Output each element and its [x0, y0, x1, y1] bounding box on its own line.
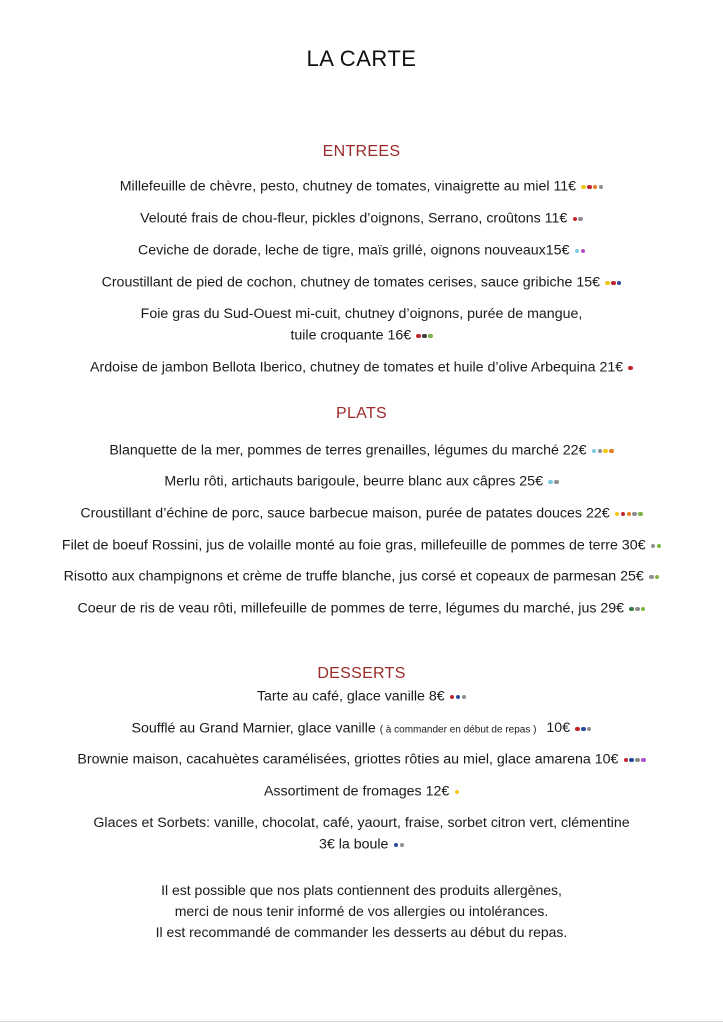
- menu-item-text: Filet de boeuf Rossini, jus de volaille monté au foie gras, millefeuille de pommes de terre 30€: [61, 537, 646, 554]
- allergen-notice-line: Il est possible que nos plats contiennent des produits allergènes,: [161, 882, 562, 898]
- allergen-dot: [581, 727, 586, 732]
- allergen-dots: [604, 271, 621, 292]
- page-bottom-divider: [0, 1021, 723, 1022]
- menu-item-text: Tarte au café, glace vanille 8€: [256, 688, 445, 705]
- allergen-dot: [603, 449, 608, 454]
- allergen-dot: [456, 695, 461, 700]
- menu-item-note: ( à commander en début de repas ): [379, 724, 537, 736]
- menu-item: [0, 503, 723, 524]
- menu-item-text: Croustillant de pied de cochon, chutney de tomates cerises, sauce gribiche 15€: [101, 274, 601, 291]
- allergen-dot: [617, 281, 622, 286]
- allergen-dot: [581, 185, 586, 190]
- menu-item-text: Merlu rôti, artichauts barigoule, beurre blanc aux câpres 25€: [164, 473, 543, 490]
- allergen-dots: [392, 833, 404, 854]
- menu-item: [0, 357, 723, 378]
- allergen-dot: [649, 575, 654, 580]
- menu-item-text: Soufflé au Grand Marnier, glace vanille: [131, 720, 376, 737]
- menu-item: [0, 440, 723, 461]
- section-title-entrees: ENTREES: [322, 143, 401, 160]
- allergen-dots: [648, 565, 660, 586]
- allergen-dot: [651, 544, 656, 549]
- menu-item-text-line2: [0, 834, 723, 855]
- menu-item: [0, 471, 723, 492]
- allergen-dot: [657, 544, 662, 549]
- page-title: LA CARTE: [306, 46, 417, 71]
- menu-item-text: Ceviche de dorade, leche de tigre, maïs grillé, oignons nouveaux15€: [137, 242, 570, 259]
- menu-item-text: Risotto aux champignons et crème de truffe blanche, jus corsé et copeaux de parmesan 25€: [63, 568, 644, 585]
- menu-item: [0, 598, 723, 619]
- menu-item-text: Ardoise de jambon Bellota Iberico, chutney de tomates et huile d’olive Arbequina 21€: [90, 359, 624, 376]
- allergen-dot: [587, 185, 592, 190]
- menu-item: [0, 208, 723, 229]
- allergen-dot: [400, 843, 405, 848]
- menu-item-text: Assortiment de fromages 12€: [263, 783, 450, 800]
- menu-item-text-cont: tuile croquante 16€: [290, 327, 412, 344]
- allergen-dot: [638, 512, 643, 517]
- allergen-dot: [462, 695, 467, 700]
- allergen-dot: [575, 727, 580, 732]
- allergen-dot: [593, 185, 598, 190]
- allergen-dot: [609, 449, 614, 454]
- allergen-dot: [635, 607, 640, 612]
- menu-item-text: Coeur de ris de veau rôti, millefeuille de pommes de terre, légumes du marché, jus 29€: [77, 600, 625, 617]
- allergen-dot: [573, 217, 578, 222]
- menu-item-text: Foie gras du Sud-Ouest mi-cuit, chutney d’oignons, purée de mangue,: [140, 306, 583, 322]
- allergen-dot: [627, 512, 632, 517]
- menu-item-price: 10€: [546, 720, 571, 737]
- menu-item-text: Blanquette de la mer, pommes de terres grenailles, légumes du marché 22€: [109, 442, 587, 459]
- menu-item: [0, 304, 723, 346]
- allergen-dot: [575, 249, 580, 254]
- allergen-dots: [627, 356, 633, 377]
- allergen-dot: [615, 512, 620, 517]
- allergen-notice-line: merci de nous tenir informé de vos allergies ou intolérances.: [174, 903, 549, 919]
- allergen-dot: [629, 607, 634, 612]
- allergen-dot: [605, 281, 610, 286]
- menu-item: [0, 566, 723, 587]
- allergen-dot: [624, 758, 629, 763]
- allergen-dots: [580, 175, 603, 196]
- allergen-dots: [590, 439, 613, 460]
- allergen-dots: [415, 324, 432, 345]
- menu-item-text-line2: [0, 325, 723, 346]
- allergen-dot: [455, 790, 460, 795]
- menu-item: [0, 535, 723, 556]
- menu-item-text: Brownie maison, cacahuètes caramélisées, griottes rôties au miel, glace amarena 10€: [77, 751, 619, 768]
- allergen-dot: [554, 480, 559, 485]
- allergen-dot: [621, 512, 626, 517]
- menu-item: [0, 176, 723, 197]
- allergen-notice: [0, 880, 723, 943]
- menu-item: [0, 813, 723, 855]
- allergen-dot: [394, 843, 399, 848]
- allergen-dot: [641, 607, 646, 612]
- allergen-dots: [622, 748, 645, 769]
- allergen-dots: [449, 685, 466, 706]
- allergen-dot: [450, 695, 455, 700]
- menu-item: [0, 781, 723, 802]
- menu-item-text: Millefeuille de chèvre, pesto, chutney de tomates, vinaigrette au miel 11€: [119, 178, 577, 195]
- allergen-dot: [581, 249, 586, 254]
- menu-item: [0, 272, 723, 293]
- menu-item-text-cont: 3€ la boule: [318, 836, 389, 853]
- allergen-dot: [635, 758, 640, 763]
- section-title-plats: PLATS: [336, 405, 387, 422]
- allergen-dots: [571, 207, 583, 228]
- allergen-dots: [628, 597, 645, 618]
- section-title-desserts: DESSERTS: [317, 665, 406, 682]
- allergen-dots: [649, 534, 661, 555]
- allergen-dots: [574, 717, 591, 738]
- allergen-dots: [573, 239, 585, 260]
- allergen-dot: [428, 334, 433, 339]
- allergen-dot: [578, 217, 583, 222]
- menu-item-text: Glaces et Sorbets: vanille, chocolat, café, yaourt, fraise, sorbet citron vert, clémentine: [93, 815, 630, 831]
- allergen-dots: [614, 502, 643, 523]
- allergen-dots: [547, 470, 559, 491]
- allergen-dot: [628, 366, 633, 371]
- menu-item-text: Velouté frais de chou-fleur, pickles d’oignons, Serrano, croûtons 11€: [140, 210, 568, 227]
- allergen-dot: [641, 758, 646, 763]
- allergen-dot: [599, 185, 604, 190]
- allergen-dot: [416, 334, 421, 339]
- allergen-dot: [655, 575, 660, 580]
- allergen-dot: [598, 449, 603, 454]
- menu-item: [0, 240, 723, 261]
- menu-item: [0, 718, 723, 740]
- allergen-notice-line: Il est recommandé de commander les desserts au début du repas.: [155, 924, 568, 940]
- allergen-dot: [592, 449, 597, 454]
- allergen-dots: [453, 780, 459, 801]
- allergen-dot: [548, 480, 553, 485]
- menu-item-text: Croustillant d’échine de porc, sauce barbecue maison, purée de patates douces 22€: [80, 505, 610, 522]
- allergen-dot: [422, 334, 427, 339]
- menu-item: [0, 749, 723, 770]
- allergen-dot: [632, 512, 637, 517]
- allergen-dot: [611, 281, 616, 286]
- allergen-dot: [587, 727, 592, 732]
- menu-item: [0, 686, 723, 707]
- allergen-dot: [629, 758, 634, 763]
